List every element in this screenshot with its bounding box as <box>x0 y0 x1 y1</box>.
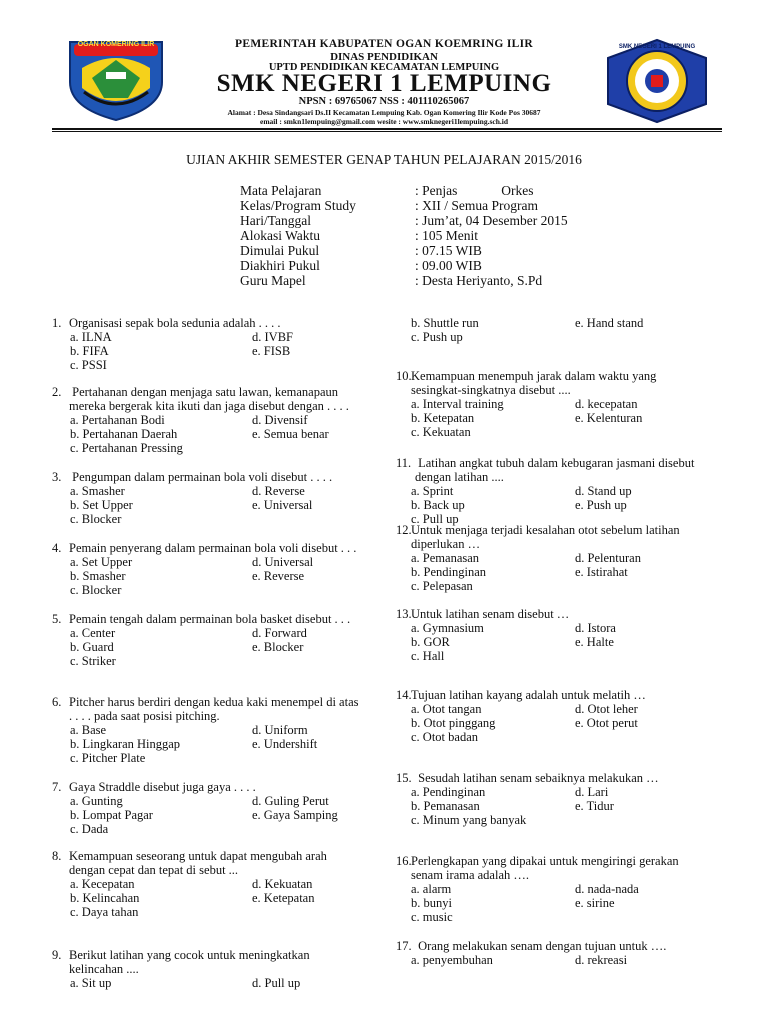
answer-option[interactable]: e. Universal <box>252 498 313 512</box>
question-text: Pertahanan dengan menjaga satu lawan, kemanapaun <box>69 385 338 399</box>
answer-option[interactable]: a. penyembuhan <box>411 953 493 967</box>
answer-option[interactable]: c. Daya tahan <box>70 905 139 919</box>
answer-option[interactable]: e. Gaya Samping <box>252 808 338 822</box>
answer-option[interactable]: e. Undershift <box>252 737 318 751</box>
answer-option[interactable]: d. nada-nada <box>575 882 639 896</box>
answer-option[interactable]: c. Dada <box>70 822 109 836</box>
left-logo-text: OGAN KOMERING ILIR <box>77 41 155 48</box>
answer-option[interactable]: c. Hall <box>411 649 445 663</box>
answer-option[interactable]: a. Base <box>70 723 107 737</box>
answer-option[interactable]: b. bunyi <box>411 896 452 910</box>
answer-option[interactable]: b. Lingkaran Hinggap <box>70 737 181 751</box>
gov-line: PEMERINTAH KABUPATEN OGAN KOEMRING ILIR <box>235 38 533 50</box>
answer-option[interactable]: e. Otot perut <box>575 716 638 730</box>
question-text: Untuk menjaga terjadi kesalahan otot sebelum latihan <box>411 523 680 537</box>
info-label: Mata Pelajaran <box>240 183 322 198</box>
info-value: : 07.15 WIB <box>415 243 482 258</box>
answer-option[interactable]: d. Universal <box>252 555 314 569</box>
school-ids: NPSN : 69765067 NSS : 401110265067 <box>298 96 470 107</box>
question-number: 11. <box>396 456 412 470</box>
answer-option[interactable]: b. Smasher <box>70 569 126 583</box>
question-number: 14. <box>396 688 412 702</box>
answer-option[interactable]: a. Smasher <box>70 484 125 498</box>
answer-option[interactable]: c. Kekuatan <box>411 425 471 439</box>
question-text: kelincahan .... <box>69 962 139 976</box>
answer-option[interactable]: c. PSSI <box>70 358 107 372</box>
answer-option[interactable]: e. Hand stand <box>575 316 644 330</box>
info-value: : XII / Semua Program <box>415 198 538 213</box>
answer-option[interactable]: a. Set Upper <box>70 555 133 569</box>
answer-option[interactable]: c. Striker <box>70 654 116 668</box>
question-number: 3. <box>52 470 62 484</box>
answer-option[interactable]: d. Divensif <box>252 413 308 427</box>
answer-option[interactable]: a. Gymnasium <box>411 621 484 635</box>
info-value: : Desta Heriyanto, S.Pd <box>415 273 543 288</box>
question-text: diperlukan … <box>411 537 481 551</box>
answer-option[interactable]: e. Halte <box>575 635 614 649</box>
answer-option[interactable]: d. Otot leher <box>575 702 638 716</box>
question-text: Orang melakukan senam dengan tujuan untuk …. <box>415 939 667 953</box>
answer-option[interactable]: c. Pelepasan <box>411 579 473 593</box>
info-value: : Penjas Orkes <box>415 183 534 198</box>
question-text: Organisasi sepak bola sedunia adalah . . . . <box>69 316 281 330</box>
answer-option[interactable]: e. Ketepatan <box>252 891 315 905</box>
answer-option[interactable]: e. Push up <box>575 498 627 512</box>
answer-option[interactable]: b. Ketepatan <box>411 411 475 425</box>
question-text: dengan latihan .... <box>415 470 504 484</box>
question-number: 17. <box>396 939 412 953</box>
question-number: 5. <box>52 612 62 626</box>
question-text: Berikut latihan yang cocok untuk meningkatkan <box>69 948 310 962</box>
info-label: Alokasi Waktu <box>240 228 321 243</box>
answer-option[interactable]: b. Back up <box>411 498 465 512</box>
question-text: mereka bergerak kita ikuti dan jaga disebut dengan . . . . <box>69 399 349 413</box>
question-number: 1. <box>52 316 62 330</box>
info-value: : 09.00 WIB <box>415 258 482 273</box>
school-address: Alamat : Desa Sindangsari Ds.II Kecamatan Lempuing Kab. Ogan Komering Ilir Kode Pos 30687 <box>227 108 541 117</box>
answer-option[interactable]: e. Semua benar <box>252 427 329 441</box>
answer-option[interactable]: e. Istirahat <box>575 565 628 579</box>
info-label: Diakhiri Pukul <box>240 258 320 273</box>
question-text: sesingkat-singkatnya disebut .... <box>411 383 571 397</box>
question-text: Pemain tengah dalam permainan bola basket disebut . . . <box>69 612 351 626</box>
answer-option[interactable]: d. Forward <box>252 626 307 640</box>
answer-option[interactable]: d. Uniform <box>252 723 308 737</box>
answer-option[interactable]: e. Reverse <box>252 569 305 583</box>
answer-option[interactable]: a. alarm <box>411 882 452 896</box>
question-number: 4. <box>52 541 62 555</box>
answer-option[interactable]: d. Istora <box>575 621 616 635</box>
question-text: Pemain penyerang dalam permainan bola voli disebut . . . <box>69 541 357 555</box>
question-number: 15. <box>396 771 412 785</box>
answer-option[interactable]: e. Kelenturan <box>575 411 643 425</box>
letterhead-divider <box>52 128 722 130</box>
school-contact: email : smkn1lempuing@gmail.com wesite : www.smknegeri1lempuing.sch.id <box>259 117 509 126</box>
answer-option[interactable]: a. Center <box>70 626 116 640</box>
answer-option[interactable]: c. Otot badan <box>411 730 478 744</box>
answer-option[interactable]: a. Kecepatan <box>70 877 135 891</box>
answer-option[interactable]: d. Pull up <box>252 976 301 990</box>
answer-option[interactable]: c. Minum yang banyak <box>411 813 527 827</box>
right-logo-text: SMK NEGERI 1 LEMPUING <box>618 44 696 50</box>
answer-option[interactable]: c. Blocker <box>70 512 122 526</box>
question-text: senam irama adalah …. <box>411 868 530 882</box>
answer-option[interactable]: a. Sprint <box>411 484 454 498</box>
question-text: dengan cepat dan tepat di sebut ... <box>69 863 239 877</box>
answer-option[interactable]: c. Push up <box>411 330 463 344</box>
question-text: Pitcher harus berdiri dengan kedua kaki menempel di atas <box>69 695 359 709</box>
answer-option[interactable]: a. Pertahanan Bodi <box>70 413 165 427</box>
question-text: Untuk latihan senam disebut … <box>411 607 570 621</box>
answer-option[interactable]: b. FIFA <box>70 344 109 358</box>
info-label: Dimulai Pukul <box>240 243 320 258</box>
answer-option[interactable]: a. Otot tangan <box>411 702 482 716</box>
info-label: Hari/Tanggal <box>240 213 312 228</box>
answer-option[interactable]: a. Interval training <box>411 397 504 411</box>
answer-option[interactable]: b. Kelincahan <box>70 891 140 905</box>
answer-option[interactable]: c. music <box>411 910 453 924</box>
answer-option[interactable]: d. Stand up <box>575 484 632 498</box>
answer-option[interactable]: d. Kekuatan <box>252 877 313 891</box>
exam-title: UJIAN AKHIR SEMESTER GENAP TAHUN PELAJARAN 2015/2016 <box>186 152 582 167</box>
answer-option[interactable]: d. Lari <box>575 785 609 799</box>
answer-option[interactable]: d. IVBF <box>252 330 293 344</box>
answer-option[interactable]: e. sirine <box>575 896 615 910</box>
school-name: SMK NEGERI 1 LEMPUING <box>216 70 552 97</box>
question-number: 7. <box>52 780 62 794</box>
question-text: Kemampuan seseorang untuk dapat mengubah arah <box>69 849 327 863</box>
question-number: 12. <box>396 523 412 537</box>
answer-option[interactable]: a. Gunting <box>70 794 123 808</box>
question-text: . . . . pada saat posisi pitching. <box>69 709 220 723</box>
uptd-line: UPTD PENDIDIKAN KECAMATAN LEMPUING <box>268 62 500 73</box>
answer-option[interactable]: d. rekreasi <box>575 953 628 967</box>
answer-option[interactable]: a. Sit up <box>70 976 112 990</box>
answer-option[interactable]: d. Guling Perut <box>252 794 329 808</box>
answer-option[interactable]: a. ILNA <box>70 330 112 344</box>
answer-option[interactable]: b. Pendinginan <box>411 565 486 579</box>
question-text: Pengumpan dalam permainan bola voli disebut . . . . <box>69 470 333 484</box>
answer-option[interactable]: b. Shuttle run <box>411 316 479 330</box>
answer-option[interactable]: d. Pelenturan <box>575 551 641 565</box>
question-number: 13. <box>396 607 412 621</box>
question-number: 9. <box>52 948 62 962</box>
answer-option[interactable]: d. Reverse <box>252 484 305 498</box>
answer-option[interactable]: b. Otot pinggang <box>411 716 496 730</box>
dept-line: DINAS PENDIDIKAN <box>330 51 438 63</box>
info-label: Kelas/Program Study <box>240 198 356 213</box>
answer-option[interactable]: b. GOR <box>411 635 450 649</box>
question-number: 6. <box>52 695 62 709</box>
question-number: 8. <box>52 849 62 863</box>
answer-option[interactable]: d. kecepatan <box>575 397 638 411</box>
answer-option[interactable]: e. Blocker <box>252 640 304 654</box>
answer-option[interactable]: b. Pemanasan <box>411 799 480 813</box>
answer-option[interactable]: c. Pull up <box>411 512 459 526</box>
answer-option[interactable]: c. Blocker <box>70 583 122 597</box>
answer-option[interactable]: b. Set Upper <box>70 498 133 512</box>
answer-option[interactable]: a. Pendinginan <box>411 785 486 799</box>
question-number: 2. <box>52 385 62 399</box>
question-text: Sesudah latihan senam sebaiknya melakukan … <box>415 771 659 785</box>
info-label: Guru Mapel <box>240 273 306 288</box>
letterhead-divider-thin <box>52 131 722 132</box>
question-text: Tujuan latihan kayang adalah untuk melatih … <box>411 688 646 702</box>
question-number: 16. <box>396 854 412 868</box>
question-text: Perlengkapan yang dipakai untuk mengiringi gerakan <box>411 854 679 868</box>
answer-option[interactable]: b. Guard <box>70 640 114 654</box>
info-value: : 105 Menit <box>415 228 478 243</box>
answer-option[interactable]: b. Lompat Pagar <box>70 808 153 822</box>
answer-option[interactable]: c. Pitcher Plate <box>70 751 146 765</box>
answer-option[interactable]: b. Pertahanan Daerah <box>70 427 178 441</box>
answer-option[interactable]: c. Pertahanan Pressing <box>70 441 183 455</box>
question-text: Latihan angkat tubuh dalam kebugaran jasmani disebut <box>415 456 695 470</box>
question-text: Gaya Straddle disebut juga gaya . . . . <box>69 780 256 794</box>
answer-option[interactable]: e. Tidur <box>575 799 614 813</box>
question-text: Kemampuan menempuh jarak dalam waktu yang <box>411 369 657 383</box>
question-number: 10. <box>396 369 412 383</box>
info-value: : Jum’at, 04 Desember 2015 <box>415 213 568 228</box>
answer-option[interactable]: e. FISB <box>252 344 291 358</box>
answer-option[interactable]: a. Pemanasan <box>411 551 480 565</box>
